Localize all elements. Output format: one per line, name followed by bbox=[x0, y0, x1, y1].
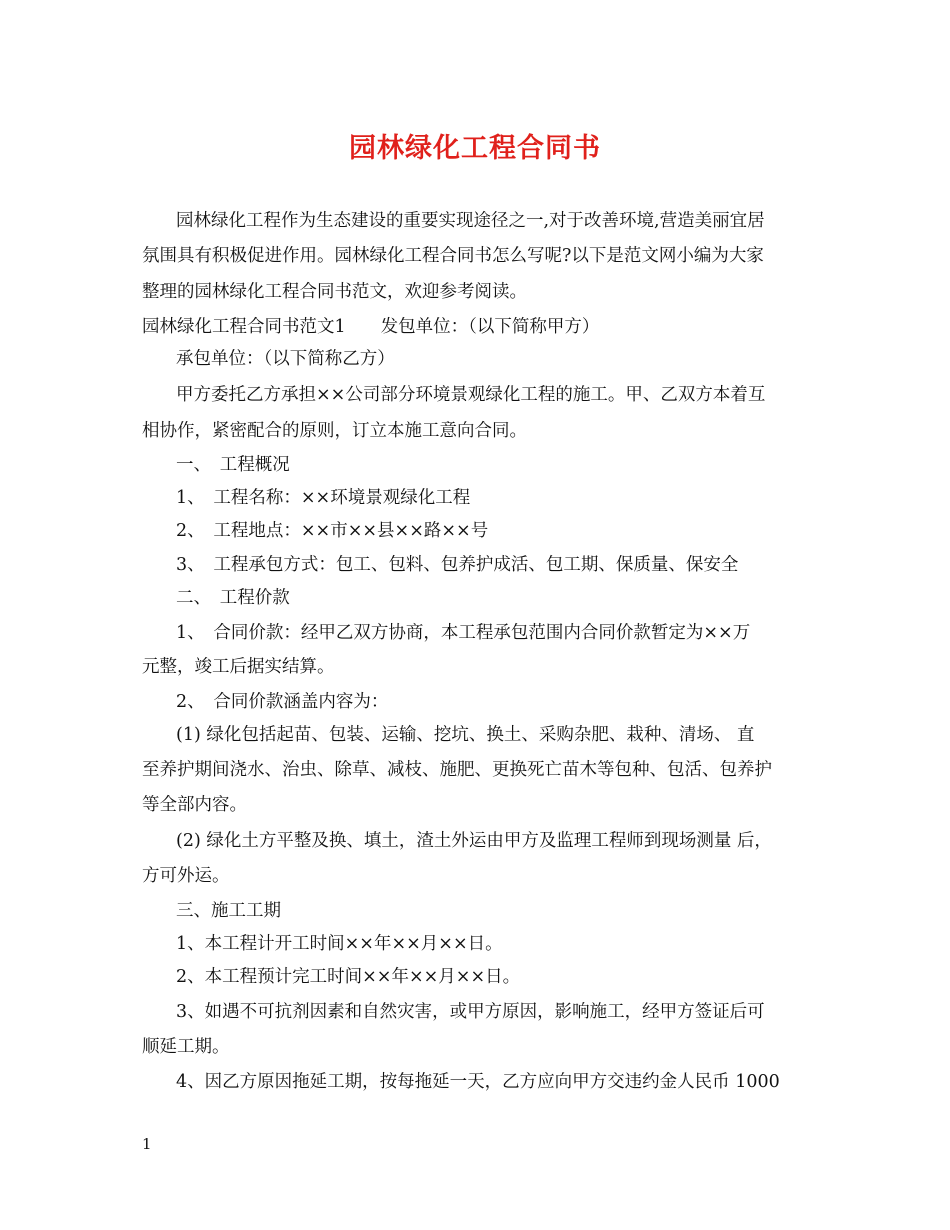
paragraph-line: 1、 合同价款：经甲乙双方协商，本工程承包范围内合同价款暂定为××万 bbox=[176, 623, 751, 643]
paragraph-line: 等全部内容。 bbox=[142, 795, 247, 815]
paragraph-line: 2、 工程地点：××市××县××路××号 bbox=[176, 521, 489, 541]
paragraph-line: 相协作，紧密配合的原则，订立本施工意向合同。 bbox=[142, 421, 527, 441]
paragraph-line: (1) 绿化包括起苗、包装、运输、挖坑、换土、采购杂肥、栽种、清场、 直 bbox=[176, 725, 755, 745]
paragraph-line: 至养护期间浇水、治虫、除草、减枝、施肥、更换死亡苗木等包种、包活、包养护 bbox=[142, 760, 772, 780]
paragraph-line: 1、本工程计开工时间××年××月××日。 bbox=[176, 934, 503, 954]
paragraph-line: (2) 绿化土方平整及换、填土，渣土外运由甲方及监理工程师到现场测量 后， bbox=[176, 831, 772, 851]
document-title: 园林绿化工程合同书 bbox=[349, 133, 601, 164]
paragraph-line: 元整，竣工后据实结算。 bbox=[142, 657, 335, 677]
paragraph-line: 承包单位：（以下简称乙方） bbox=[176, 349, 395, 369]
paragraph-line: 1、 工程名称：××环境景观绿化工程 bbox=[176, 488, 471, 508]
paragraph-line: 4、因乙方原因拖延工期，按每拖延一天，乙方应向甲方交违约金人民币 1000 bbox=[176, 1072, 780, 1092]
paragraph-line: 甲方委托乙方承担××公司部分环境景观绿化工程的施工。甲、乙双方本着互 bbox=[176, 385, 766, 405]
paragraph-line: 整理的园林绿化工程合同书范文，欢迎参考阅读。 bbox=[142, 282, 527, 302]
paragraph-line: 方可外运。 bbox=[142, 866, 230, 886]
page-number: 1 bbox=[142, 1135, 152, 1153]
paragraph-line: 3、 工程承包方式：包工、包料、包养护成活、包工期、保质量、保安全 bbox=[176, 555, 739, 575]
paragraph-line: 3、如遇不可抗剂因素和自然灾害，或甲方原因，影响施工，经甲方签证后可 bbox=[176, 1002, 765, 1022]
section-heading: 一、 工程概况 bbox=[176, 455, 290, 475]
paragraph-line: 顺延工期。 bbox=[142, 1037, 230, 1057]
paragraph-line: 2、本工程预计完工时间××年××月××日。 bbox=[176, 967, 521, 987]
paragraph-line: 2、 合同价款涵盖内容为： bbox=[176, 692, 389, 712]
section-heading: 二、 工程价款 bbox=[176, 588, 290, 608]
paragraph-line: 园林绿化工程合同书范文1 发包单位：（以下简称甲方） bbox=[142, 317, 600, 337]
section-heading: 三、施工工期 bbox=[176, 901, 281, 921]
paragraph-line: 氛围具有积极促进作用。园林绿化工程合同书怎么写呢?以下是范文网小编为大家 bbox=[142, 246, 764, 266]
paragraph-line: 园林绿化工程作为生态建设的重要实现途径之一,对于改善环境,营造美丽宜居 bbox=[176, 211, 765, 231]
